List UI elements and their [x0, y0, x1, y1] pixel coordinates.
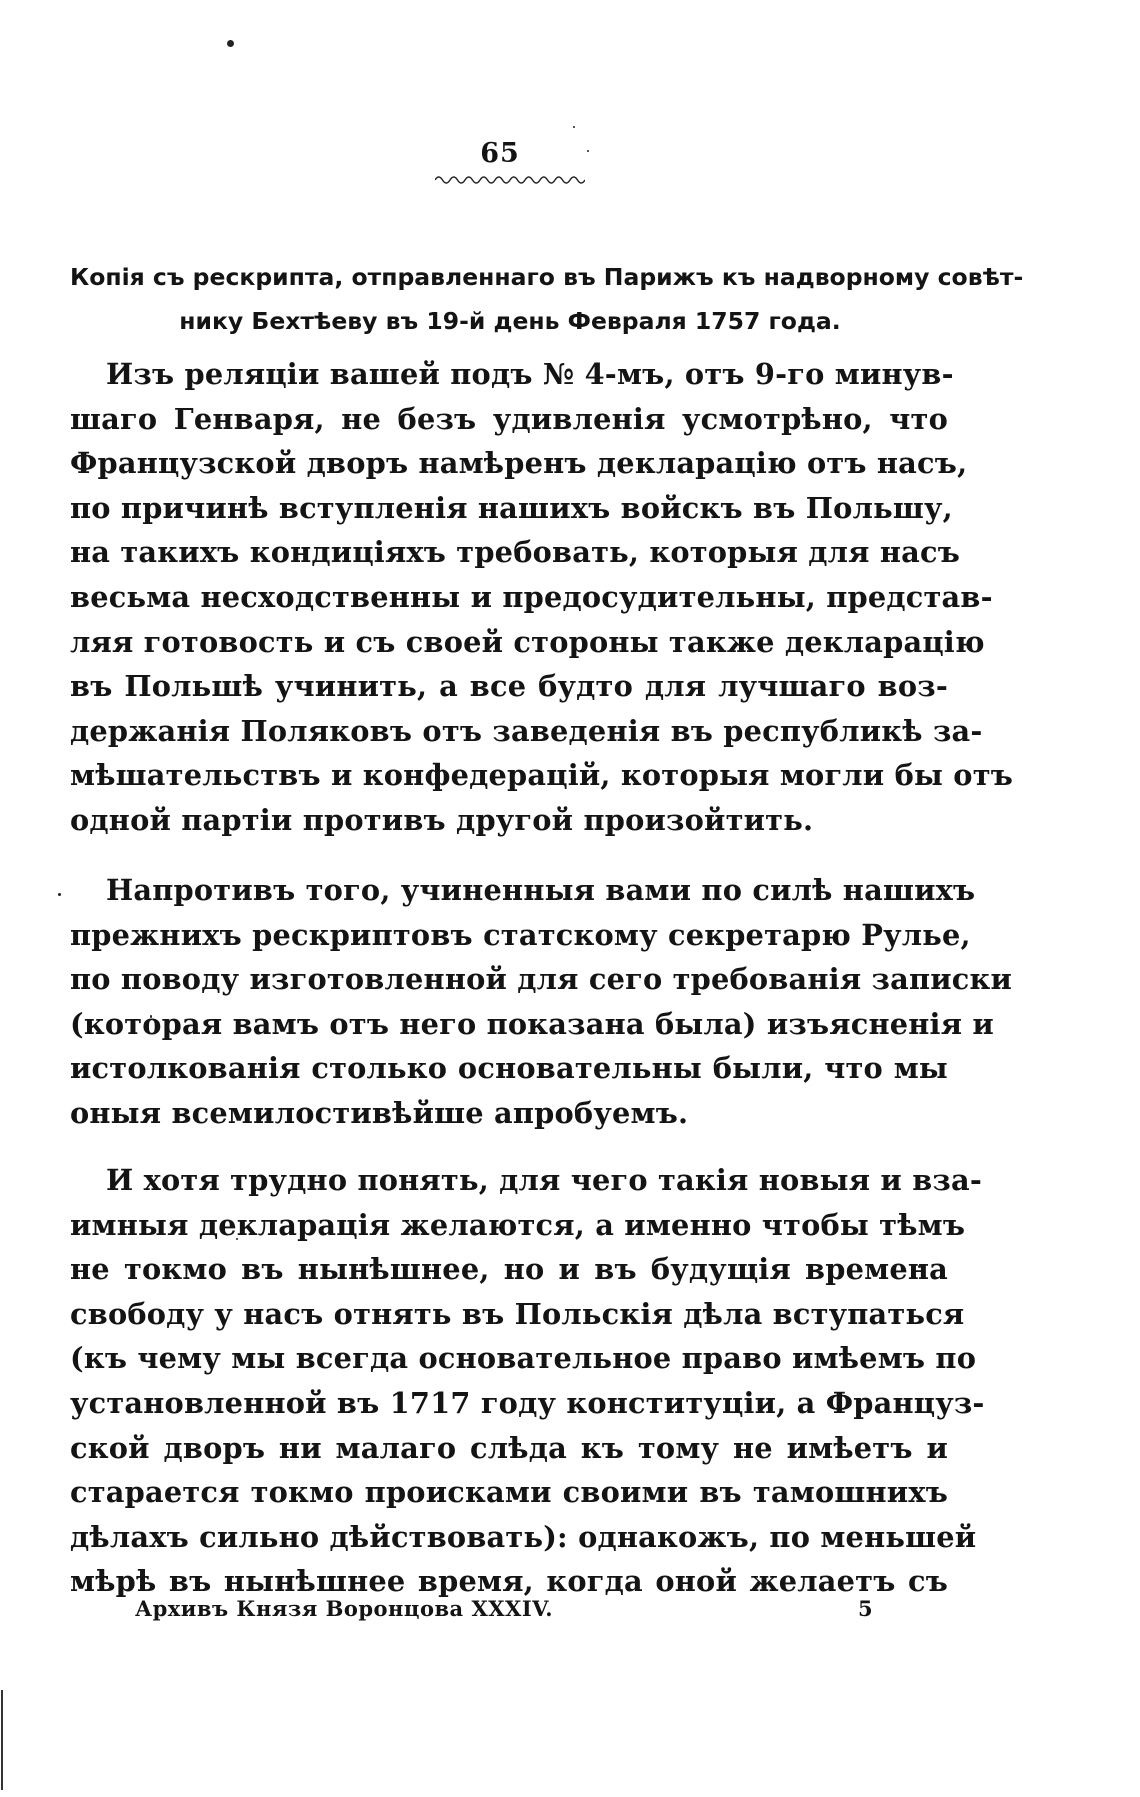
text-line: истолкованія столько основательны были, что мы	[70, 1051, 948, 1086]
text-line: по поводу изготовленной для сего требованія записки	[70, 962, 1013, 997]
scan-edge-line	[1, 1690, 3, 1790]
text-line: въ Польшѣ учинить, а все будто для лучшаго воз-	[70, 669, 948, 704]
text-line: Французской дворъ намѣренъ декларацію отъ насъ,	[70, 446, 968, 481]
document-heading	[70, 255, 1024, 343]
text-line: оныя всемилостивѣйше апробуемъ.	[70, 1095, 689, 1130]
text-line: держанія Поляковъ отъ заведенія въ республикѣ за-	[70, 713, 983, 748]
text-line: весьма несходственны и предосудительны, представ-	[70, 579, 993, 614]
text-line: не токмо въ нынѣшнее, но и въ будущія времена	[70, 1252, 948, 1287]
paragraph-1	[70, 352, 1014, 843]
heading-line: нику Бехтѣеву въ 19-й день Февраля 1757 года.	[179, 307, 841, 335]
text-line: старается токмо происками своими въ тамошнихъ	[70, 1475, 948, 1510]
text-line: одной партіи противъ другой произойтить.	[70, 802, 814, 837]
text-line: свободу у насъ отнять въ Польскія дѣла вступаться	[70, 1296, 965, 1331]
text-line: прежнихъ рескриптовъ статскому секретарю Рулье,	[70, 917, 971, 952]
footer-signature: Архивъ Князя Воронцова XXXIV.	[135, 1596, 554, 1621]
text-line: ской дворъ ни малаго слѣда къ тому не имѣетъ и	[70, 1430, 948, 1465]
text-line: установленной въ 1717 году конституціи, а Француз-	[70, 1385, 985, 1420]
text-line: дѣлахъ сильно дѣйствовать): однакожъ, по меньшей	[70, 1519, 977, 1554]
text-line: (къ чему мы всегда основательное право имѣемъ по	[70, 1341, 977, 1376]
heading-line: Копія съ рескрипта, отправленнаго въ Парижъ къ надворному совѣт-	[70, 263, 1024, 291]
text-line: шаго Генваря, не безъ удивленія усмотрѣно, что	[70, 401, 948, 436]
text-line: (которая вамъ отъ него показана была) изъясненія и	[70, 1006, 994, 1041]
paragraph-2	[70, 868, 1013, 1136]
text-line: имныя декларація желаются, а именно чтобы тѣмъ	[70, 1207, 966, 1242]
text-line: Напротивъ того, учиненныя вами по силѣ нашихъ	[106, 873, 976, 907]
text-line: мѣшательствъ и конфедерацій, которыя могли бы отъ	[70, 758, 1014, 793]
text-line: Изъ реляціи вашей подъ № 4-мъ, отъ 9-го минув-	[106, 357, 954, 391]
page-number: 65	[480, 138, 520, 169]
text-line: мѣрѣ въ нынѣшнее время, когда оной желаетъ съ	[70, 1564, 948, 1599]
decorative-wavy-rule	[435, 172, 585, 184]
text-line: по причинѣ вступленія нашихъ войскъ въ Польшу,	[70, 490, 953, 525]
paragraph-3	[70, 1158, 985, 1604]
text-line: И хотя трудно понять, для чего такія новыя и вза-	[106, 1163, 982, 1197]
text-line: на такихъ кондиціяхъ требовать, которыя для насъ	[70, 535, 961, 570]
text-line: ляя готовость и съ своей стороны также декларацію	[70, 624, 985, 659]
footer-sheet-number: 5	[858, 1596, 873, 1621]
